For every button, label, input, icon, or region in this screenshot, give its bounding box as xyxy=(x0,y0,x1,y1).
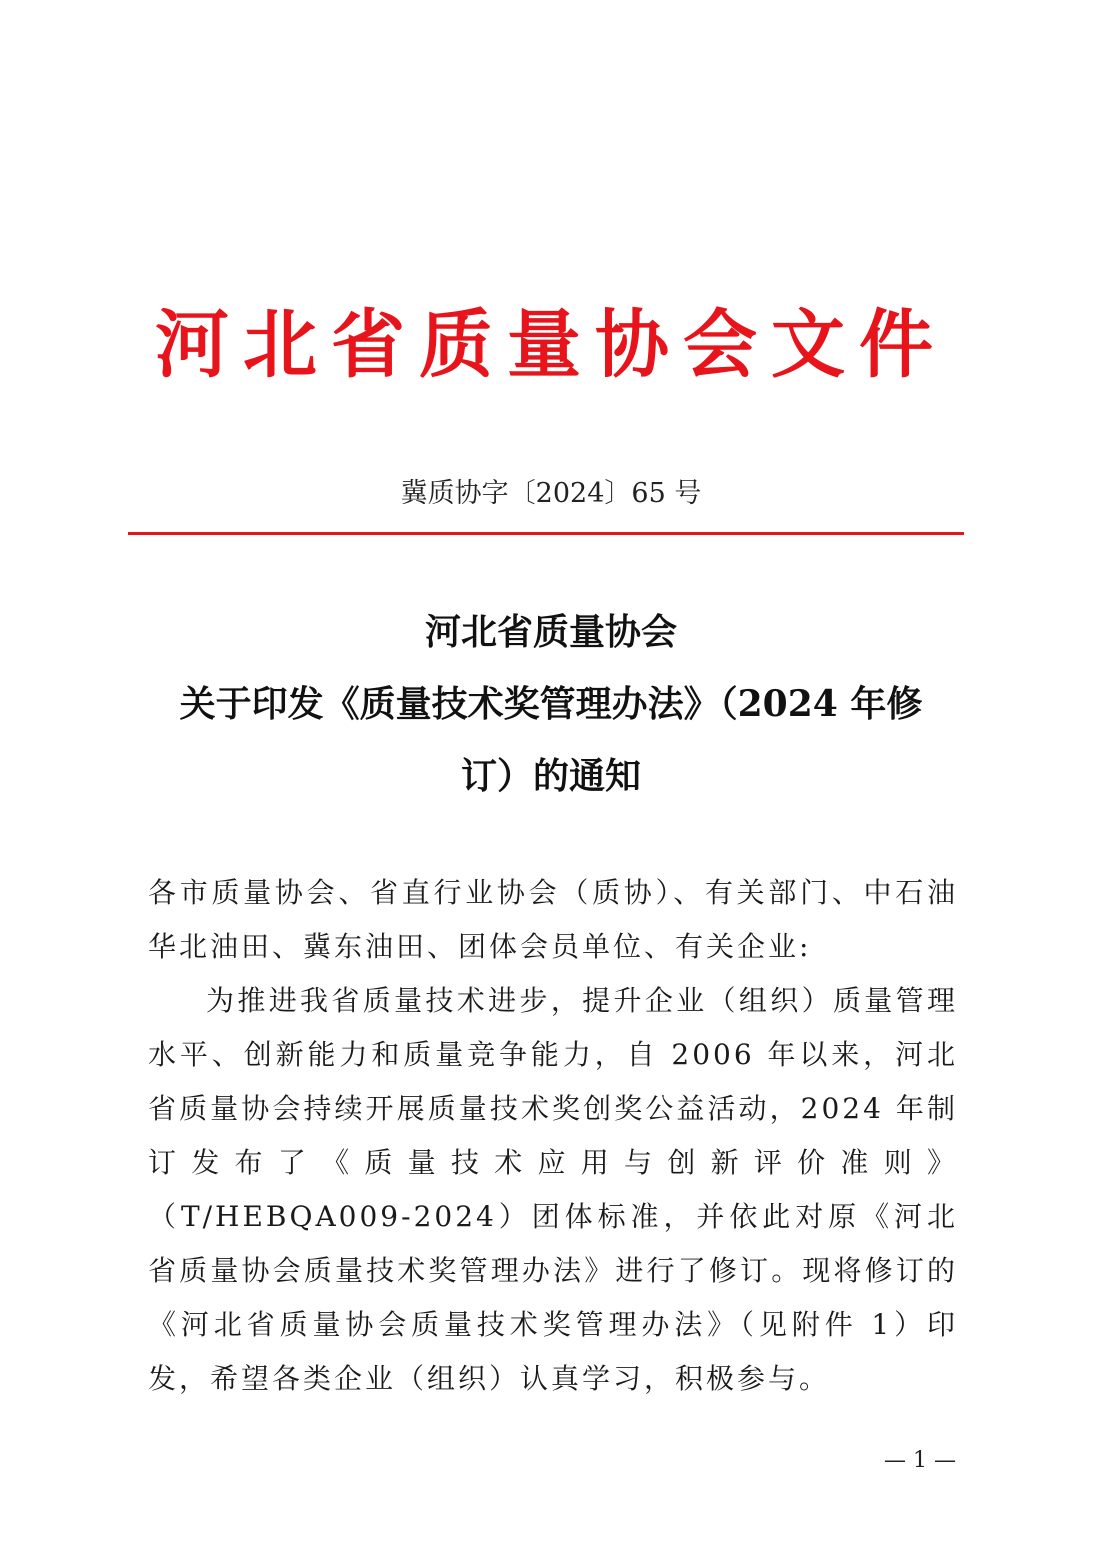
notice-title-line-1: 河北省质量协会 xyxy=(424,611,677,653)
red-divider xyxy=(128,532,964,535)
notice-body xyxy=(148,866,958,1406)
document-number: 冀质协字〔2024〕65 号 xyxy=(400,478,702,509)
salutation: 各市质量协会、省直行业协会（质协）、有关部门、中石油华北油田、冀东油田、团体会员单位、有关企业: xyxy=(148,876,958,963)
masthead-title: 河北省质量协会文件 xyxy=(155,302,947,388)
notice-title-line-3: 订）的通知 xyxy=(460,755,641,797)
notice-title-line-2: 关于印发《质量技术奖管理办法》（2024 年修 xyxy=(179,683,923,725)
page-number: — 1 — xyxy=(884,1448,956,1473)
body-paragraph: 为推进我省质量技术进步，提升企业（组织）质量管理水平、创新能力和质量竞争能力，自 2006 年以来，河北省质量协会持续开展质量技术奖创奖公益活动，2024 年制订发布了《质量技术应用与创新评价准则》（T/HEBQA009-2024）团体标准，并依此对原《河北省质量协会质量技术奖管理办法》进行了修订。现将修订的《河北省质量协会质量技术奖管理办法》（见附件 1）印发，希望各类企业（组织）认真学习，积极参与。 xyxy=(148,984,958,1395)
notice-title xyxy=(140,596,962,812)
